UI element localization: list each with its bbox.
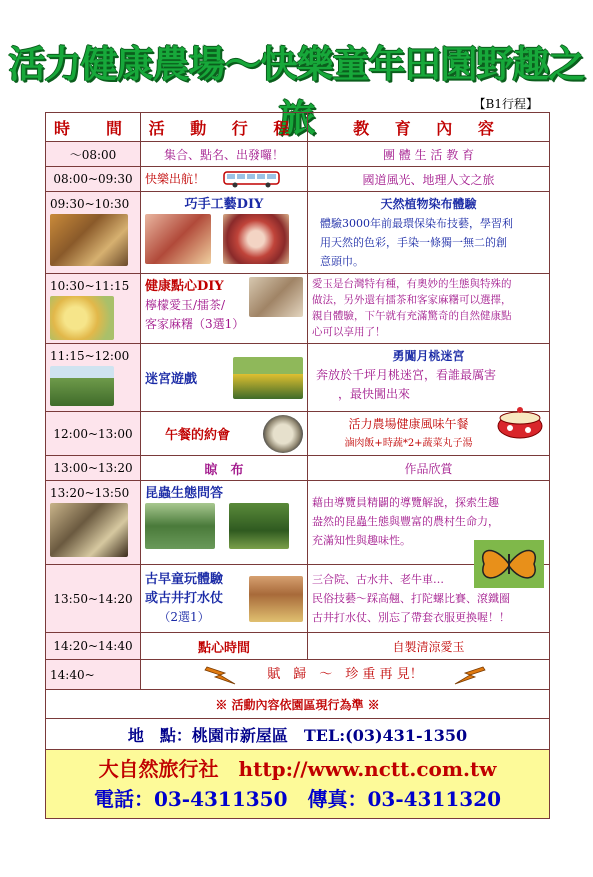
craft-photo <box>50 214 128 266</box>
education-title: 活力農場健康風味午餐 <box>348 416 469 431</box>
lemon-drink-photo <box>50 296 114 340</box>
time-cell: 12:00~13:00 <box>46 412 141 456</box>
kids-playing-photo <box>249 576 303 622</box>
note-row <box>46 690 550 719</box>
rice-bowl-photo <box>263 415 303 453</box>
time-cell: 13:00~13:20 <box>46 456 141 481</box>
time-text: 13:20~13:50 <box>50 486 130 500</box>
activity-cell: 點心時間 <box>141 633 308 660</box>
kitchen-photo <box>249 277 303 317</box>
page-title: 活力健康農場～快樂童年田園野趣之旅 <box>8 43 585 140</box>
activity-cell <box>141 274 308 344</box>
education-title: 勇闖月桃迷宮 <box>392 349 465 363</box>
time-text: 09:30~10:30 <box>50 197 130 211</box>
activity-text: 古早童玩體驗 <box>145 572 224 587</box>
activity-option: 客家麻糬（3選1） <box>145 317 245 331</box>
address-row <box>46 719 550 750</box>
table-row <box>46 633 550 660</box>
table-row <box>46 142 550 167</box>
lightning-right-icon <box>453 664 487 686</box>
bus-icon <box>223 170 281 188</box>
time-cell: ～08:00 <box>46 142 141 167</box>
activity-text: 快樂出航！ <box>145 171 206 186</box>
contact-text: 電話：03-4311350 傳真：03-4311320 <box>93 787 502 811</box>
lightning-left-icon <box>203 664 237 686</box>
activity-text: 或古井打水仗 <box>145 591 224 606</box>
time-cell <box>46 344 141 412</box>
agency-row <box>46 750 550 819</box>
time-cell: 13:50~14:20 <box>46 565 141 633</box>
education-text: 盎然的昆蟲生態與豐富的農村生命力， <box>312 515 499 528</box>
children-photo <box>145 214 211 264</box>
address-text: 地 點：桃園市新屋區 TEL:(03)431-1350 <box>46 719 550 750</box>
table-row <box>46 274 550 344</box>
education-text: 奔放於千坪月桃迷宮，看誰最厲害 <box>316 368 497 382</box>
time-cell <box>46 192 141 274</box>
activity-text: 迷宮遊戲 <box>145 372 198 387</box>
education-cell <box>308 274 550 344</box>
activity-text: 午餐的約會 <box>165 428 231 443</box>
header-time: 時 間 <box>46 113 141 142</box>
activity-text: 賦 歸 ～ 珍 重 再 見！ <box>267 667 423 683</box>
education-text: 愛玉是台灣特有種，有奧妙的生態與特殊的 <box>312 278 512 290</box>
time-cell: 08:00~09:30 <box>46 167 141 192</box>
activity-cell <box>141 344 308 412</box>
education-text: 藉由導覽員精闢的導覽解說，探索生趣 <box>312 496 499 509</box>
activity-text: 昆蟲生態問答 <box>145 486 224 501</box>
dessert-pot-icon <box>492 402 548 442</box>
education-text: 古井打水仗、別忘了帶套衣服更換喔！！ <box>312 611 510 624</box>
maze-photo <box>50 366 114 406</box>
time-text: 11:15~12:00 <box>50 349 130 363</box>
education-text: 充滿知性與趣味性。 <box>312 534 411 547</box>
education-text: 民俗技藝～踩高翹、打陀螺比賽、滾鐵圈 <box>312 592 510 605</box>
time-cell: 14:20~14:40 <box>46 633 141 660</box>
pond-photo <box>145 503 215 549</box>
table-row <box>46 344 550 412</box>
table-header <box>46 113 550 142</box>
education-text: 體驗3000年前最環保染布技藝，學習利 <box>320 217 513 230</box>
table-row <box>46 412 550 456</box>
activity-cell <box>141 481 308 565</box>
education-text: 意頭巾。 <box>320 255 364 268</box>
header-education: 教 育 內 容 <box>308 113 550 142</box>
activity-cell: 晾 布 <box>141 456 308 481</box>
activity-text: 巧手工藝DIY <box>184 197 264 212</box>
education-cell: 國道風光、地理人文之旅 <box>308 167 550 192</box>
education-cell <box>308 192 550 274</box>
education-title: 天然植物染布體驗 <box>380 197 477 211</box>
education-text: 三合院、古水井、老牛車… <box>312 573 444 586</box>
time-cell <box>46 481 141 565</box>
butterfly-icon <box>474 540 544 588</box>
table-row <box>46 456 550 481</box>
activity-cell <box>141 660 550 690</box>
itinerary-table <box>45 112 550 819</box>
activity-cell <box>141 192 308 274</box>
table-row <box>46 167 550 192</box>
activity-text: 健康點心DIY <box>145 279 224 294</box>
education-text: 親自體驗，下午就有充滿驚奇的自然健康點 <box>312 310 512 322</box>
garden-photo <box>229 503 289 549</box>
education-cell: 團 體 生 活 教 育 <box>308 142 550 167</box>
dyed-cloth-photo <box>223 214 289 264</box>
itinerary-code: 【B1行程】 <box>473 97 538 111</box>
education-subtitle: 滷肉飯+時蔬*2+蔬菜丸子湯 <box>344 437 473 449</box>
note-text: ※ 活動內容依園區現行為準 ※ <box>46 690 550 719</box>
activity-cell <box>141 167 308 192</box>
education-text: 用天然的色彩，手染一條獨一無二的創 <box>320 236 507 249</box>
exhibit-photo <box>50 503 128 557</box>
time-text: 10:30~11:15 <box>50 279 130 293</box>
activity-cell <box>141 565 308 633</box>
activity-cell: 集合、點名、出發囉！ <box>141 142 308 167</box>
agency-cell <box>46 750 550 819</box>
time-cell <box>46 274 141 344</box>
table-row <box>46 660 550 690</box>
activity-option: 檸檬愛玉/擂茶/ <box>145 298 226 312</box>
agency-text: 大自然旅行社 http://www.nctt.com.tw <box>98 757 497 781</box>
education-cell: 作品欣賞 <box>308 456 550 481</box>
education-text: ，最快闖出來 <box>338 387 411 401</box>
time-cell: 14:40~ <box>46 660 141 690</box>
education-cell: 自製清涼愛玉 <box>308 633 550 660</box>
table-row <box>46 192 550 274</box>
activity-option: （2選1） <box>158 610 210 624</box>
group-photo <box>233 357 303 399</box>
education-text: 心可以享用了！ <box>312 326 386 338</box>
activity-cell <box>141 412 308 456</box>
education-text: 做法，另外還有擂茶和客家麻糬可以選擇， <box>312 294 512 306</box>
header-activity: 活 動 行 程 <box>141 113 308 142</box>
